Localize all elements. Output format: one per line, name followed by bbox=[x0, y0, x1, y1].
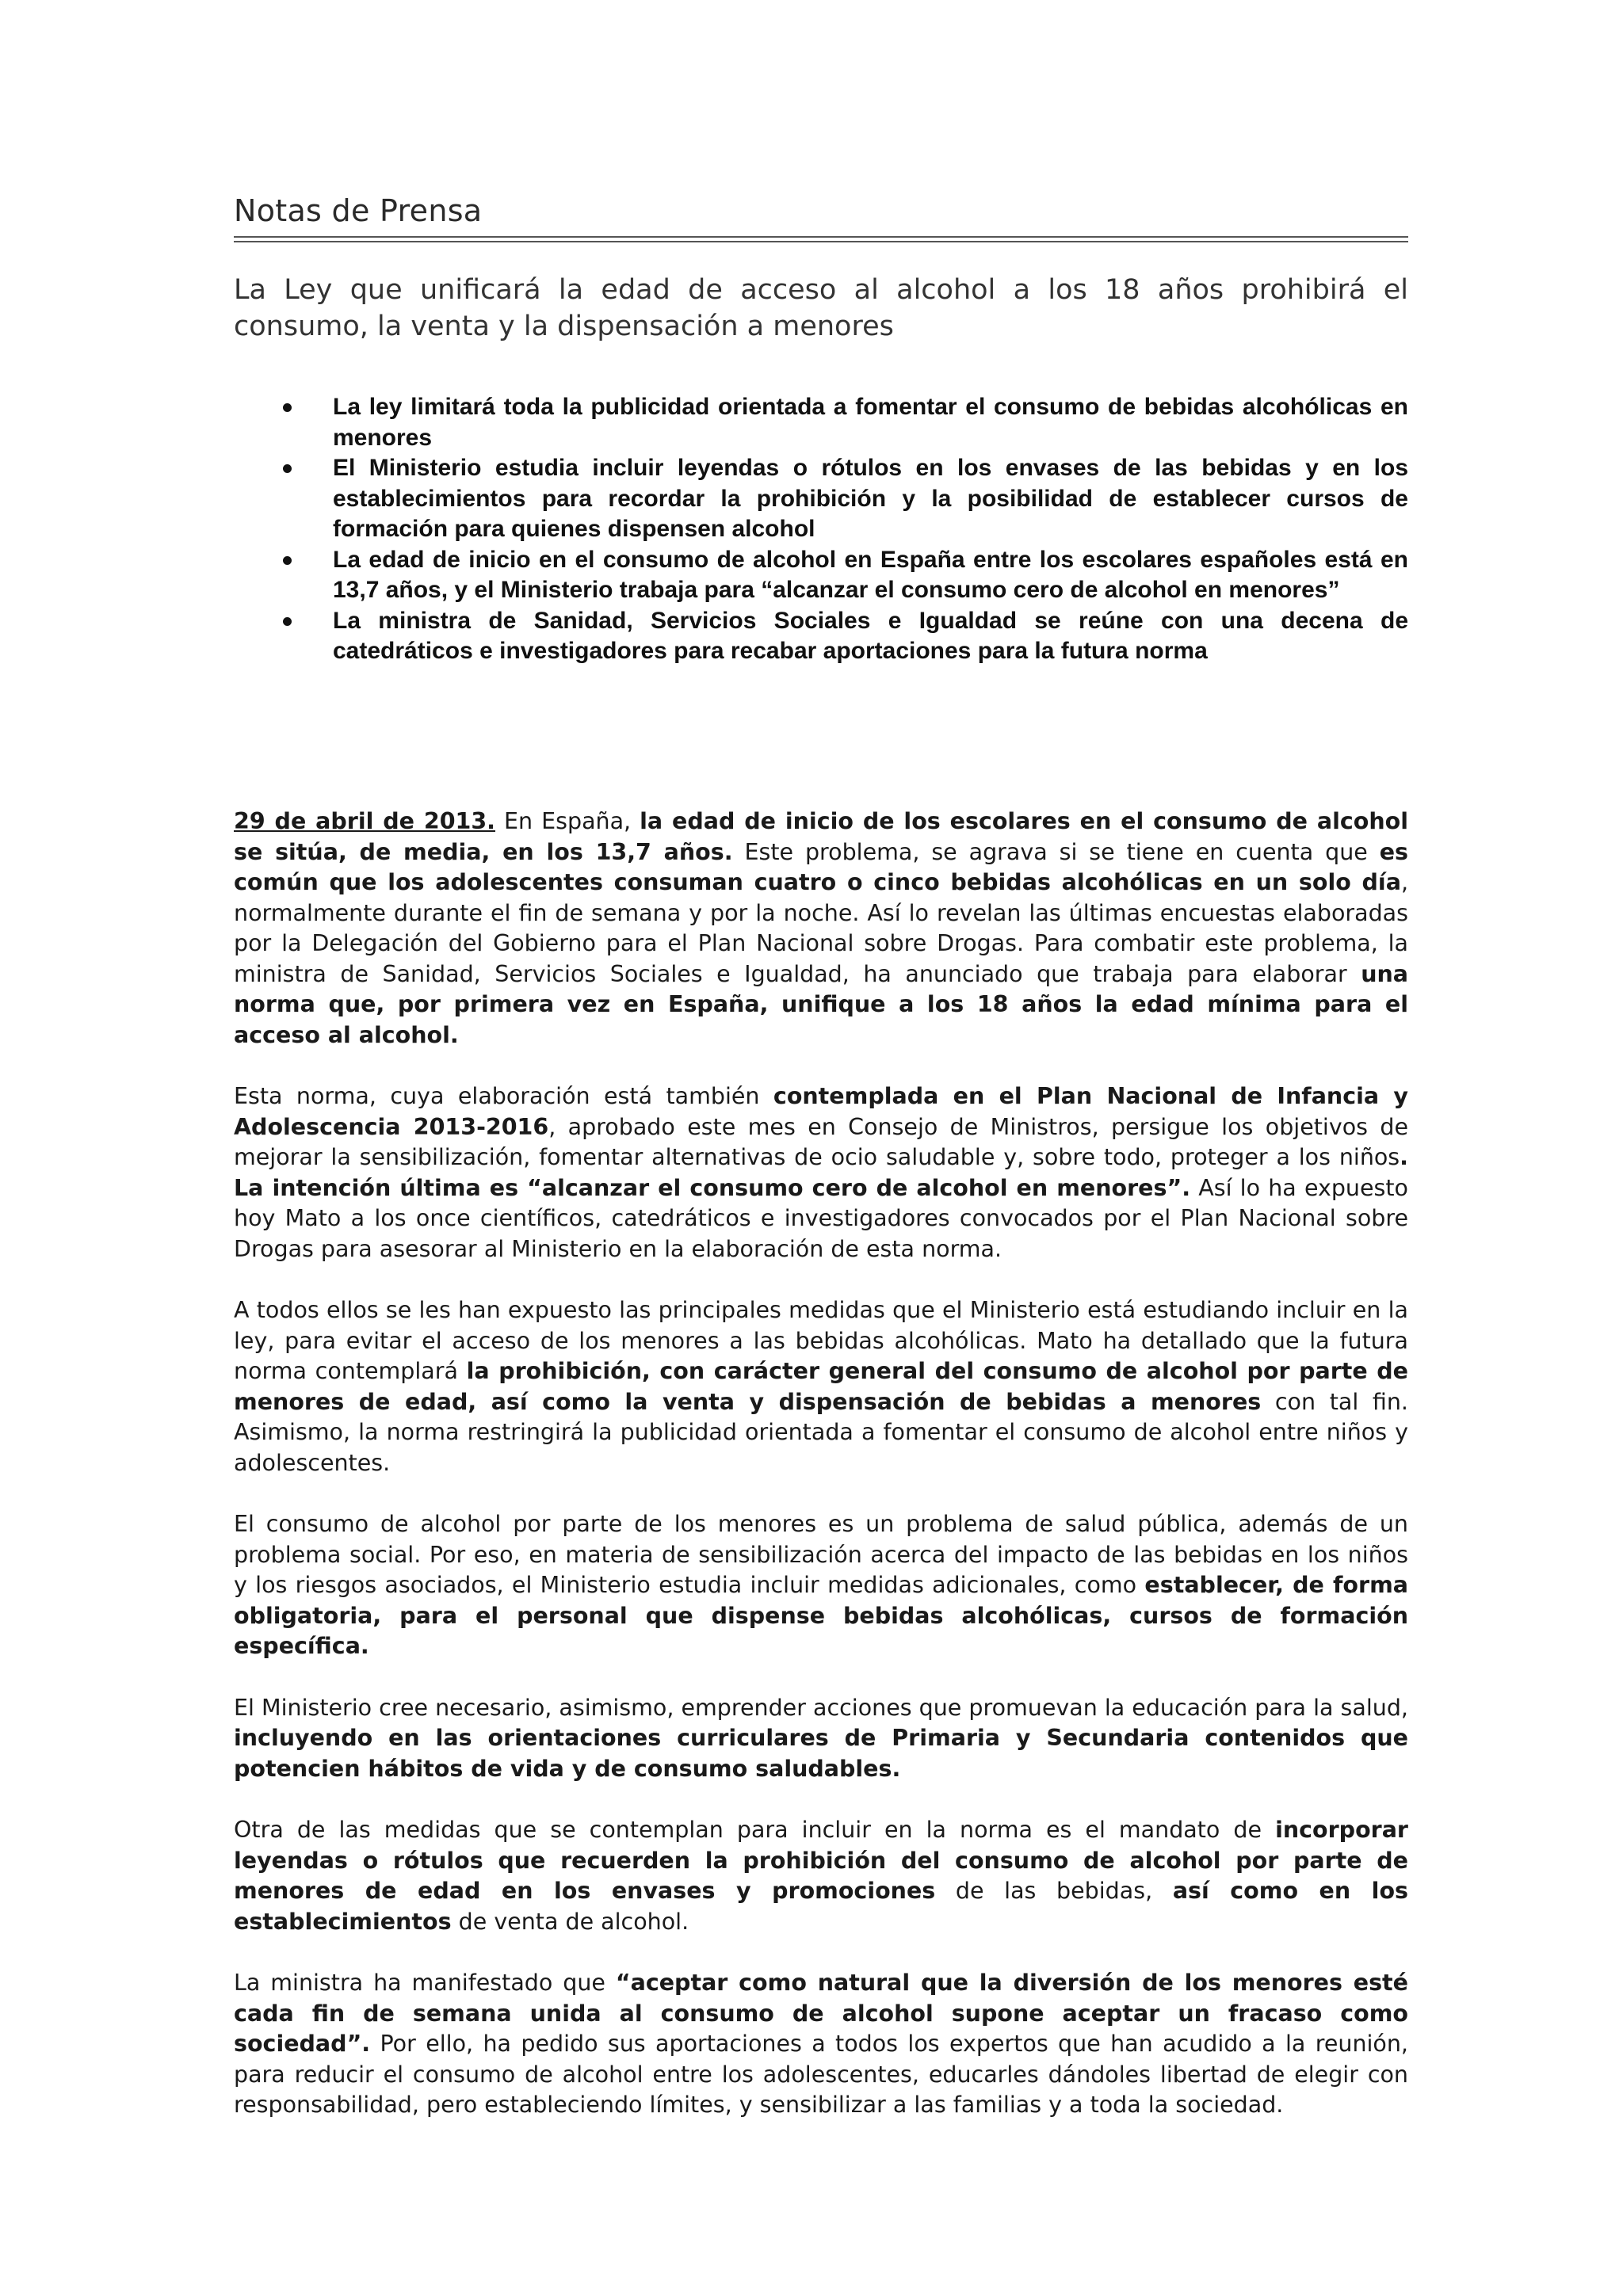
summary-bullet: La ley limitará toda la publicidad orientada a fomentar el consumo de bebidas alcohólicas en menores bbox=[279, 392, 1408, 453]
summary-bullet-list bbox=[279, 392, 1408, 667]
release-date: 29 de abril de 2013. bbox=[234, 808, 496, 834]
paragraph-6: Otra de las medidas que se contemplan para incluir en la norma es el mandato de incorporar leyendas o rótulos que recuerden la prohibición del consumo de alcohol por parte de menores de edad en los envases y promociones de las bebidas, así como en los establecimientos de venta de alcohol. bbox=[234, 1817, 1408, 1935]
section-header bbox=[234, 190, 1408, 242]
article-body bbox=[234, 807, 1408, 2152]
section-title: Notas de Prensa bbox=[234, 193, 483, 228]
summary-bullet: La ministra de Sanidad, Servicios Sociales e Igualdad se reúne con una decena de catedráticos e investigadores para recabar aportaciones para la futura norma bbox=[279, 606, 1408, 667]
paragraph-4: El consumo de alcohol por parte de los menores es un problema de salud pública, además de un problema social. Por eso, en materia de sensibilización acerca del impacto de las bebidas en los niños y los riesgos asociados, el Ministerio estudia incluir medidas adicionales, como establecer, de forma obligatoria, para el personal que dispense bebidas alcohólicas, cursos de formación específica. bbox=[234, 1511, 1409, 1659]
press-release-headline: La Ley que unificará la edad de acceso al alcohol a los 18 años prohibirá el consumo, la venta y la dispensación a menores bbox=[234, 274, 1408, 342]
paragraph-7: La ministra ha manifestado que “aceptar como natural que la diversión de los menores esté cada fin de semana unida al consumo de alcohol supone aceptar un fracaso como sociedad”. Por ello, ha pedido sus aportaciones a todos los expertos que han acudido a la reunión, para reducir el consumo de alcohol entre los adolescentes, educarles dándoles libertad de elegir con responsabilidad, pero estableciendo límites, y sensibilizar a las familias y a toda la sociedad. bbox=[234, 1970, 1409, 2118]
paragraph-3: A todos ellos se les han expuesto las principales medidas que el Ministerio está estudiando incluir en la ley, para evitar el acceso de los menores a las bebidas alcohólicas. Mato ha detallado que la futura norma contemplará la prohibición, con carácter general del consumo de alcohol por parte de menores de edad, así como la venta y dispensación de bebidas a menores con tal fin. Asimismo, la norma restringirá la publicidad orientada a fomentar el consumo de alcohol entre niños y adolescentes. bbox=[234, 1297, 1409, 1476]
paragraph-1: 29 de abril de 2013. En España, la edad de inicio de los escolares en el consumo de alcohol se sitúa, de media, en los 13,7 años. Este problema, se agrava si se tiene en cuenta que es común que los adolescentes consuman cuatro o cinco bebidas alcohólicas en un solo día, normalmente durante el fin de semana y por la noche. Así lo revelan las últimas encuestas elaboradas por la Delegación del Gobierno para el Plan Nacional sobre Drogas. Para combatir este problema, la ministra de Sanidad, Servicios Sociales e Igualdad, ha anunciado que trabaja para elaborar una norma que, por primera vez en España, unifique a los 18 años la edad mínima para el acceso al alcohol. bbox=[234, 808, 1408, 1048]
paragraph-2: Esta norma, cuya elaboración está también contemplada en el Plan Nacional de Infancia y Adolescencia 2013-2016, aprobado este mes en Consejo de Ministros, persigue los objetivos de mejorar la sensibilización, fomentar alternativas de ocio saludable y, sobre todo, proteger a los niños. La intención última es “alcanzar el consumo cero de alcohol en menores”. Así lo ha expuesto hoy Mato a los once científicos, catedráticos e investigadores convocados por el Plan Nacional sobre Drogas para asesorar al Ministerio en la elaboración de esta norma. bbox=[234, 1083, 1408, 1262]
summary-bullet: La edad de inicio en el consumo de alcohol en España entre los escolares españoles está en 13,7 años, y el Ministerio trabaja para “alcanzar el consumo cero de alcohol en menores” bbox=[279, 545, 1408, 606]
paragraph-5: El Ministerio cree necesario, asimismo, emprender acciones que promuevan la educación para la salud, incluyendo en las orientaciones curriculares de Primaria y Secundaria contenidos que potencien hábitos de vida y de consumo saludables. bbox=[234, 1694, 1408, 1782]
double-rule-divider bbox=[234, 236, 1408, 242]
summary-bullet: El Ministerio estudia incluir leyendas o rótulos en los envases de las bebidas y en los establecimientos para recordar la prohibición y la posibilidad de establecer cursos de formación para quienes dispensen alcohol bbox=[279, 453, 1408, 545]
